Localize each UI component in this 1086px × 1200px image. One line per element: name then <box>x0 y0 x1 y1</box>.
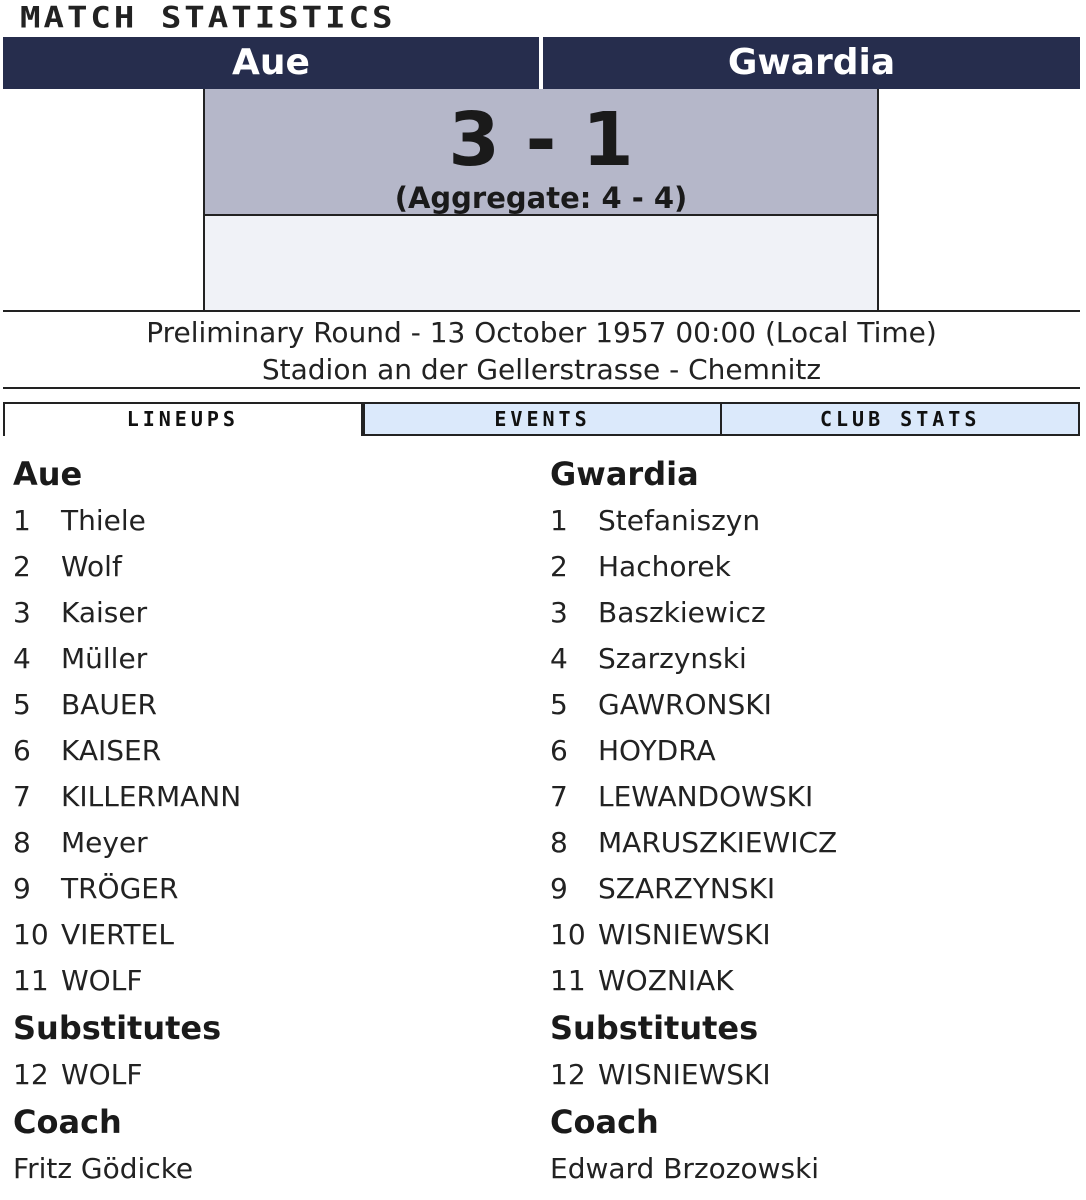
tab-bar <box>3 402 1080 436</box>
player-number: 6 <box>550 734 568 767</box>
player-number: 8 <box>550 826 568 859</box>
player-number: 12 <box>13 1058 49 1091</box>
player-name[interactable]: Thiele <box>61 504 146 537</box>
away-lineup <box>550 450 1070 1192</box>
player-row <box>13 728 533 774</box>
player-name[interactable]: Wolf <box>61 550 122 583</box>
player-number: 11 <box>550 964 586 997</box>
player-number: 9 <box>13 872 31 905</box>
home-team-header: Aue <box>3 37 539 89</box>
player-name[interactable]: MARUSZKIEWICZ <box>598 826 838 859</box>
player-name[interactable]: Baszkiewicz <box>598 596 766 629</box>
player-row <box>13 912 533 958</box>
player-number: 10 <box>13 918 49 951</box>
tab-lineups[interactable]: LINEUPS <box>3 402 363 436</box>
player-name[interactable]: KAISER <box>61 734 162 767</box>
player-row <box>13 958 533 1004</box>
aggregate-score: (Aggregate: 4 - 4) <box>394 181 688 215</box>
player-name[interactable]: TRÖGER <box>61 872 179 905</box>
match-venue: Stadion an der Gellerstrasse - Chemnitz <box>261 353 822 386</box>
player-row <box>550 590 1070 636</box>
player-name[interactable]: WOLF <box>61 1058 143 1091</box>
page-title: MATCH STATISTICS <box>20 0 396 35</box>
player-row <box>550 912 1070 958</box>
substitute-row <box>550 1052 1070 1098</box>
player-number: 10 <box>550 918 586 951</box>
player-row <box>550 498 1070 544</box>
player-row <box>13 774 533 820</box>
player-name[interactable]: Hachorek <box>598 550 731 583</box>
tab-club-stats[interactable]: CLUB STATS <box>722 402 1080 436</box>
match-round-date: Preliminary Round - 13 October 1957 00:00 (Local Time) <box>146 316 937 349</box>
player-name[interactable]: Meyer <box>61 826 148 859</box>
player-number: 11 <box>13 964 49 997</box>
substitutes-title: Substitutes <box>13 1009 222 1047</box>
player-name[interactable]: VIERTEL <box>61 918 174 951</box>
player-number: 5 <box>13 688 31 721</box>
player-name[interactable]: WOLF <box>61 964 143 997</box>
player-row <box>13 498 533 544</box>
player-name[interactable]: WOZNIAK <box>598 964 734 997</box>
coach-title: Coach <box>13 1103 122 1141</box>
player-number: 7 <box>550 780 568 813</box>
substitute-row <box>13 1052 533 1098</box>
final-score: 3 - 1 <box>448 97 634 183</box>
player-row <box>13 682 533 728</box>
player-number: 9 <box>550 872 568 905</box>
away-team-header: Gwardia <box>543 37 1080 89</box>
player-name[interactable]: BAUER <box>61 688 158 721</box>
player-name[interactable]: HOYDRA <box>598 734 716 767</box>
divider <box>3 310 1080 312</box>
player-number: 6 <box>13 734 31 767</box>
player-row <box>550 820 1070 866</box>
home-lineup <box>13 450 533 1192</box>
lineup-team-title: Aue <box>13 455 83 493</box>
player-name[interactable]: KILLERMANN <box>61 780 242 813</box>
coach-name[interactable]: Edward Brzozowski <box>550 1152 820 1185</box>
player-name[interactable]: Müller <box>61 642 148 675</box>
player-number: 5 <box>550 688 568 721</box>
coach-name[interactable]: Fritz Gödicke <box>13 1152 194 1185</box>
player-number: 1 <box>550 504 568 537</box>
player-row <box>550 866 1070 912</box>
player-number: 8 <box>13 826 31 859</box>
player-number: 7 <box>13 780 31 813</box>
player-name[interactable]: Szarzynski <box>598 642 747 675</box>
score-box <box>203 89 879 216</box>
player-name[interactable]: WISNIEWSKI <box>598 1058 771 1091</box>
player-name[interactable]: WISNIEWSKI <box>598 918 771 951</box>
player-row <box>550 682 1070 728</box>
player-row <box>550 774 1070 820</box>
player-number: 3 <box>550 596 568 629</box>
coach-title: Coach <box>550 1103 659 1141</box>
player-row <box>550 728 1070 774</box>
score-details-panel <box>203 216 879 311</box>
tab-events[interactable]: EVENTS <box>363 402 723 436</box>
lineup-team-title: Gwardia <box>550 455 699 493</box>
player-row <box>13 544 533 590</box>
player-name[interactable]: Kaiser <box>61 596 148 629</box>
player-row <box>13 636 533 682</box>
player-number: 12 <box>550 1058 586 1091</box>
player-name[interactable]: LEWANDOWSKI <box>598 780 814 813</box>
player-name[interactable]: SZARZYNSKI <box>598 872 776 905</box>
player-number: 2 <box>550 550 568 583</box>
player-number: 4 <box>550 642 568 675</box>
player-name[interactable]: GAWRONSKI <box>598 688 772 721</box>
player-row <box>13 590 533 636</box>
player-row <box>550 958 1070 1004</box>
divider <box>3 387 1080 389</box>
player-number: 3 <box>13 596 31 629</box>
player-row <box>13 866 533 912</box>
player-row <box>550 636 1070 682</box>
player-row <box>550 544 1070 590</box>
player-number: 4 <box>13 642 31 675</box>
substitutes-title: Substitutes <box>550 1009 759 1047</box>
player-number: 1 <box>13 504 31 537</box>
player-row <box>13 820 533 866</box>
player-number: 2 <box>13 550 31 583</box>
player-name[interactable]: Stefaniszyn <box>598 504 761 537</box>
